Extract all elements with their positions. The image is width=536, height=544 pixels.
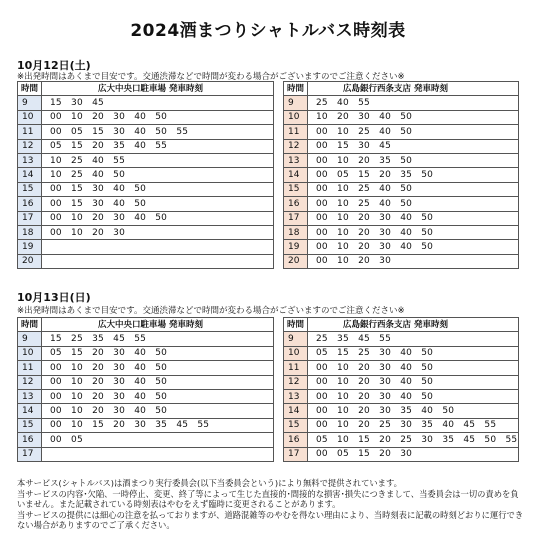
departure-times-cell: 00 10 20 30 40 50: [308, 211, 519, 225]
departure-times-cell: 00 15 30 40 50: [42, 197, 274, 211]
table-header: 広大中央口駐車場 発車時刻: [42, 82, 274, 96]
hour-cell: 15: [18, 182, 42, 196]
hour-cell: 16: [18, 433, 42, 447]
departure-times-cell: 00 10 20 30 40 50: [308, 375, 519, 389]
hour-cell: 10: [284, 110, 308, 124]
disclaimer-line: ない場合がありますのでご了承ください。: [17, 520, 175, 531]
departure-times-cell: 10 25 40 50: [42, 168, 274, 182]
table-row: [18, 389, 274, 403]
departure-times-cell: 00 05 15 20 35 50: [308, 168, 519, 182]
departure-times-cell: 00 10 20 30 40 50: [42, 375, 274, 389]
hour-cell: 19: [18, 240, 42, 254]
departure-times-cell: 00 10 20 30 40 50: [42, 361, 274, 375]
hour-header: 時間: [18, 82, 42, 96]
table-row: [18, 110, 274, 124]
hour-cell: 12: [284, 375, 308, 389]
departure-times-cell: 10 20 30 40 50: [308, 110, 519, 124]
hour-cell: 15: [284, 182, 308, 196]
departure-times-cell: 00 05 15 30 40 50 55: [42, 125, 274, 139]
table-row: [18, 375, 274, 389]
table-row: [284, 433, 519, 447]
departure-times-cell: 00 10 25 40 50: [308, 125, 519, 139]
disclaimer-line: 本サービス(シャトルバス)は酒まつり実行委員会(以下当委員会という)により無料で提供されています。: [17, 478, 402, 488]
hour-cell: 20: [284, 254, 308, 268]
departure-times-cell: [42, 254, 274, 268]
departure-times-cell: 05 15 20 35 40 55: [42, 139, 274, 153]
table-row: [284, 225, 519, 239]
table-header: 広島銀行西条支店 発車時刻: [308, 82, 519, 96]
table-row: [284, 240, 519, 254]
table-row: [18, 332, 274, 346]
hour-cell: 17: [284, 211, 308, 225]
table-row: [18, 125, 274, 139]
departure-times-cell: 00 10 20 25 30 35 40 45 55: [308, 418, 519, 432]
departure-times-cell: 00 10 20 30 40 50: [308, 389, 519, 403]
table-row: [284, 96, 519, 110]
departure-times-cell: 25 40 55: [308, 96, 519, 110]
day1-right-timetable: [283, 81, 519, 269]
hour-cell: 15: [18, 418, 42, 432]
departure-times-cell: 00 15 30 40 50: [42, 182, 274, 196]
hour-cell: 11: [18, 125, 42, 139]
table-row: [284, 404, 519, 418]
table-row: [18, 404, 274, 418]
departure-times-cell: 00 10 15 20 30 35 45 55: [42, 418, 274, 432]
hour-header: 時間: [18, 318, 42, 332]
disclaimer-line: いません。また記載されている時刻表はやむをえず臨時に変更されることがあります。: [17, 499, 341, 510]
day2-right-timetable: [283, 317, 519, 462]
day1-note: ※出発時間はあくまで目安です。交通渋滞などで時間が変わる場合がございますのでご注意ください※: [17, 72, 405, 82]
table-row: [18, 182, 274, 196]
hour-cell: 15: [284, 418, 308, 432]
hour-cell: 10: [18, 110, 42, 124]
hour-cell: 13: [18, 153, 42, 167]
departure-times-cell: 00 10 20 30 40 50: [308, 240, 519, 254]
hour-cell: 10: [284, 346, 308, 360]
table-row: [284, 375, 519, 389]
table-row: [18, 361, 274, 375]
hour-cell: 11: [18, 361, 42, 375]
hour-cell: 19: [284, 240, 308, 254]
table-row: [284, 361, 519, 375]
table-row: [284, 125, 519, 139]
table-row: [284, 418, 519, 432]
hour-cell: 17: [18, 211, 42, 225]
page-title: 2024酒まつりシャトルバス時刻表: [130, 21, 406, 41]
hour-cell: 9: [284, 332, 308, 346]
table-row: [18, 197, 274, 211]
departure-times-cell: 00 10 25 40 50: [308, 182, 519, 196]
hour-cell: 11: [284, 125, 308, 139]
table-header: 広大中央口駐車場 発車時刻: [42, 318, 274, 332]
departure-times-cell: 00 10 20 30 40 50: [42, 404, 274, 418]
hour-cell: 14: [284, 404, 308, 418]
departure-times-cell: 00 10 20 30 40 50: [308, 361, 519, 375]
departure-times-cell: 00 10 20 35 50: [308, 153, 519, 167]
departure-times-cell: 00 05 15 20 30: [308, 447, 519, 461]
table-row: [284, 168, 519, 182]
table-row: [18, 240, 274, 254]
departure-times-cell: 00 05: [42, 433, 274, 447]
hour-cell: 11: [284, 361, 308, 375]
hour-cell: 16: [18, 197, 42, 211]
day1-left-timetable: [17, 81, 274, 269]
table-row: [18, 418, 274, 432]
hour-cell: 14: [18, 168, 42, 182]
departure-times-cell: 10 25 40 55: [42, 153, 274, 167]
disclaimer-line: 当サービスの内容･欠陥、一時停止、変更、終了等によって生じた直接的･間接的な損害･損失につきまして、当委員会は一切の責めを負: [17, 488, 519, 499]
departure-times-cell: 05 10 15 20 25 30 35 45 50 55: [308, 433, 519, 447]
hour-cell: 16: [284, 433, 308, 447]
hour-cell: 13: [284, 389, 308, 403]
table-row: [18, 225, 274, 239]
table-header: 広島銀行西条支店 発車時刻: [308, 318, 519, 332]
hour-cell: 17: [18, 447, 42, 461]
hour-cell: 12: [18, 375, 42, 389]
hour-cell: 9: [284, 96, 308, 110]
departure-times-cell: 00 10 20 30 40 50: [42, 110, 274, 124]
day2-left-timetable: [17, 317, 274, 462]
departure-times-cell: 00 10 20 30: [308, 254, 519, 268]
hour-cell: 13: [284, 153, 308, 167]
hour-header: 時間: [284, 82, 308, 96]
table-row: [284, 153, 519, 167]
hour-header: 時間: [284, 318, 308, 332]
table-row: [284, 389, 519, 403]
table-row: [284, 197, 519, 211]
table-row: [18, 211, 274, 225]
table-row: [18, 153, 274, 167]
table-row: [18, 96, 274, 110]
departure-times-cell: 05 15 25 30 40 50: [308, 346, 519, 360]
hour-cell: 9: [18, 332, 42, 346]
departure-times-cell: 05 15 20 30 40 50: [42, 346, 274, 360]
table-row: [18, 346, 274, 360]
table-row: [18, 433, 274, 447]
table-row: [18, 139, 274, 153]
departure-times-cell: [42, 447, 274, 461]
departure-times-cell: 00 10 20 30 35 40 50: [308, 404, 519, 418]
departure-times-cell: 00 10 20 30 40 50: [308, 225, 519, 239]
departure-times-cell: 15 25 35 45 55: [42, 332, 274, 346]
departure-times-cell: 25 35 45 55: [308, 332, 519, 346]
table-row: [284, 211, 519, 225]
departure-times-cell: 00 10 25 40 50: [308, 197, 519, 211]
hour-cell: 18: [18, 225, 42, 239]
hour-cell: 12: [18, 139, 42, 153]
table-row: [18, 254, 274, 268]
table-row: [284, 332, 519, 346]
departure-times-cell: 00 15 30 45: [308, 139, 519, 153]
hour-cell: 18: [284, 225, 308, 239]
hour-cell: 20: [18, 254, 42, 268]
table-row: [284, 110, 519, 124]
hour-cell: 13: [18, 389, 42, 403]
departure-times-cell: 15 30 45: [42, 96, 274, 110]
hour-cell: 14: [284, 168, 308, 182]
table-row: [284, 254, 519, 268]
disclaimer-line: 当サービスの提供には細心の注意を払っておりますが、道路混雑等のやむを得ない理由により、当時刻表に記載の時刻どおりに運行でき: [17, 509, 524, 520]
departure-times-cell: 00 10 20 30: [42, 225, 274, 239]
table-row: [284, 447, 519, 461]
departure-times-cell: 00 10 20 30 40 50: [42, 389, 274, 403]
departure-times-cell: [42, 240, 274, 254]
table-row: [284, 182, 519, 196]
hour-cell: 9: [18, 96, 42, 110]
disclaimer: [17, 478, 527, 531]
table-row: [284, 139, 519, 153]
hour-cell: 12: [284, 139, 308, 153]
day2-date: 10月13日(日): [17, 291, 91, 304]
hour-cell: 10: [18, 346, 42, 360]
day2-note: ※出発時間はあくまで目安です。交通渋滞などで時間が変わる場合がございますのでご注意ください※: [17, 306, 405, 316]
hour-cell: 14: [18, 404, 42, 418]
hour-cell: 16: [284, 197, 308, 211]
departure-times-cell: 00 10 20 30 40 50: [42, 211, 274, 225]
table-row: [18, 168, 274, 182]
day1-date: 10月12日(土): [17, 59, 91, 72]
hour-cell: 17: [284, 447, 308, 461]
table-row: [284, 346, 519, 360]
table-row: [18, 447, 274, 461]
